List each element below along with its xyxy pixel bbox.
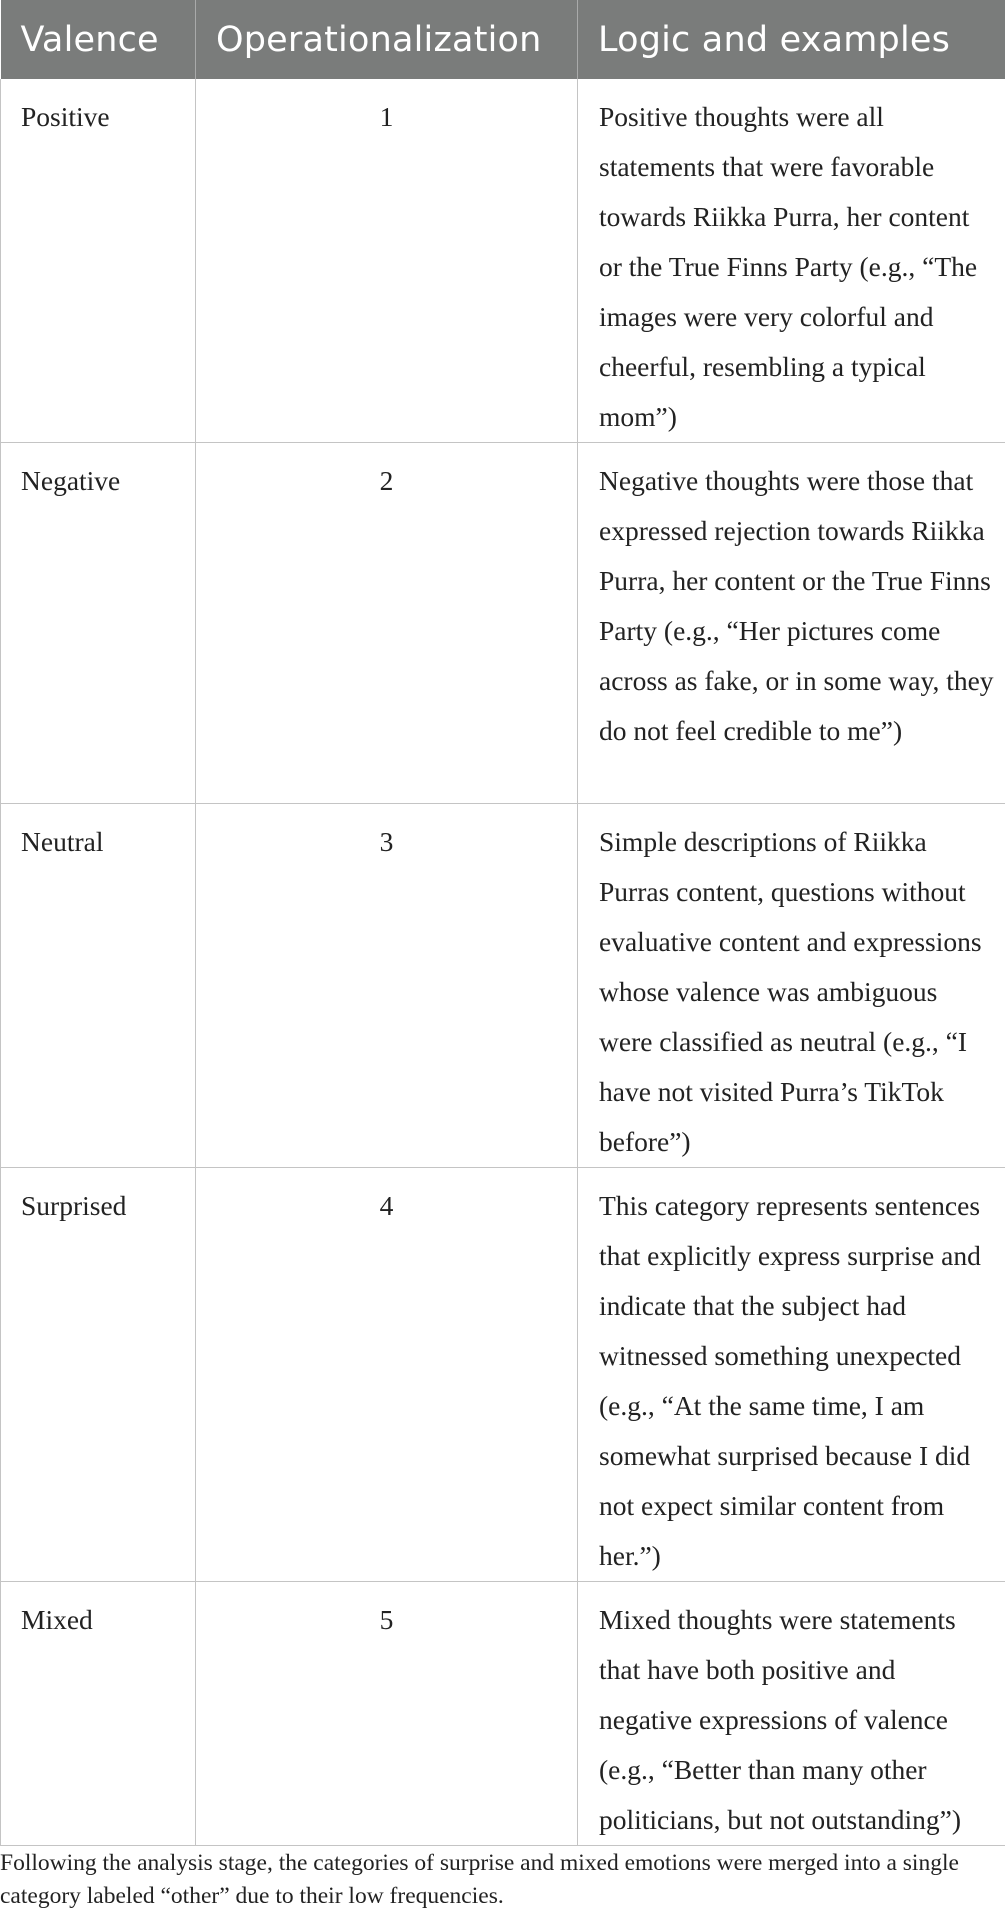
table-footnote: Following the analysis stage, the categories of surprise and mixed emotions were merged into a single category labeled “other” due to their low frequencies. [0,1850,959,1909]
cell-operationalization: 5 [196,1582,578,1846]
header-logic-and-examples: Logic and examples [578,0,1005,79]
header-operationalization: Operationalization [196,0,578,79]
table-row [1,804,1005,1168]
table-row [1,1168,1005,1582]
table-row [1,1582,1005,1846]
cell-logic: Mixed thoughts were statements that have both positive and negative expressions of valence (e.g., “Better than many other politicians, but not outstanding”) [578,1582,1005,1846]
cell-logic: Simple descriptions of Riikka Purras content, questions without evaluative content and expressions whose valence was ambiguous were classified as neutral (e.g., “I have not visited Purra’s TikTok before”) [578,804,1005,1168]
cell-operationalization: 2 [196,443,578,804]
header-row [1,0,1005,79]
cell-operationalization: 1 [196,79,578,443]
cell-logic: Positive thoughts were all statements that were favorable towards Riikka Purra, her content or the True Finns Party (e.g., “The images were very colorful and cheerful, resembling a typical mom”) [578,79,1005,443]
cell-operationalization: 3 [196,804,578,1168]
table-row [1,443,1005,804]
cell-operationalization: 4 [196,1168,578,1582]
header-valence: Valence [1,0,196,79]
cell-valence: Surprised [1,1168,196,1582]
cell-logic: This category represents sentences that explicitly express surprise and indicate that the subject had witnessed something unexpected (e.g., “At the same time, I am somewhat surprised because I did not expect similar content from her.”) [578,1168,1005,1582]
cell-valence: Positive [1,79,196,443]
table-body [1,79,1005,1846]
table-header [1,0,1005,79]
cell-logic: Negative thoughts were those that expressed rejection towards Riikka Purra, her content or the True Finns Party (e.g., “Her pictures come across as fake, or in some way, they do not feel credible to me”) [578,443,1005,804]
cell-valence: Negative [1,443,196,804]
cell-valence: Mixed [1,1582,196,1846]
table-row [1,79,1005,443]
cell-valence: Neutral [1,804,196,1168]
